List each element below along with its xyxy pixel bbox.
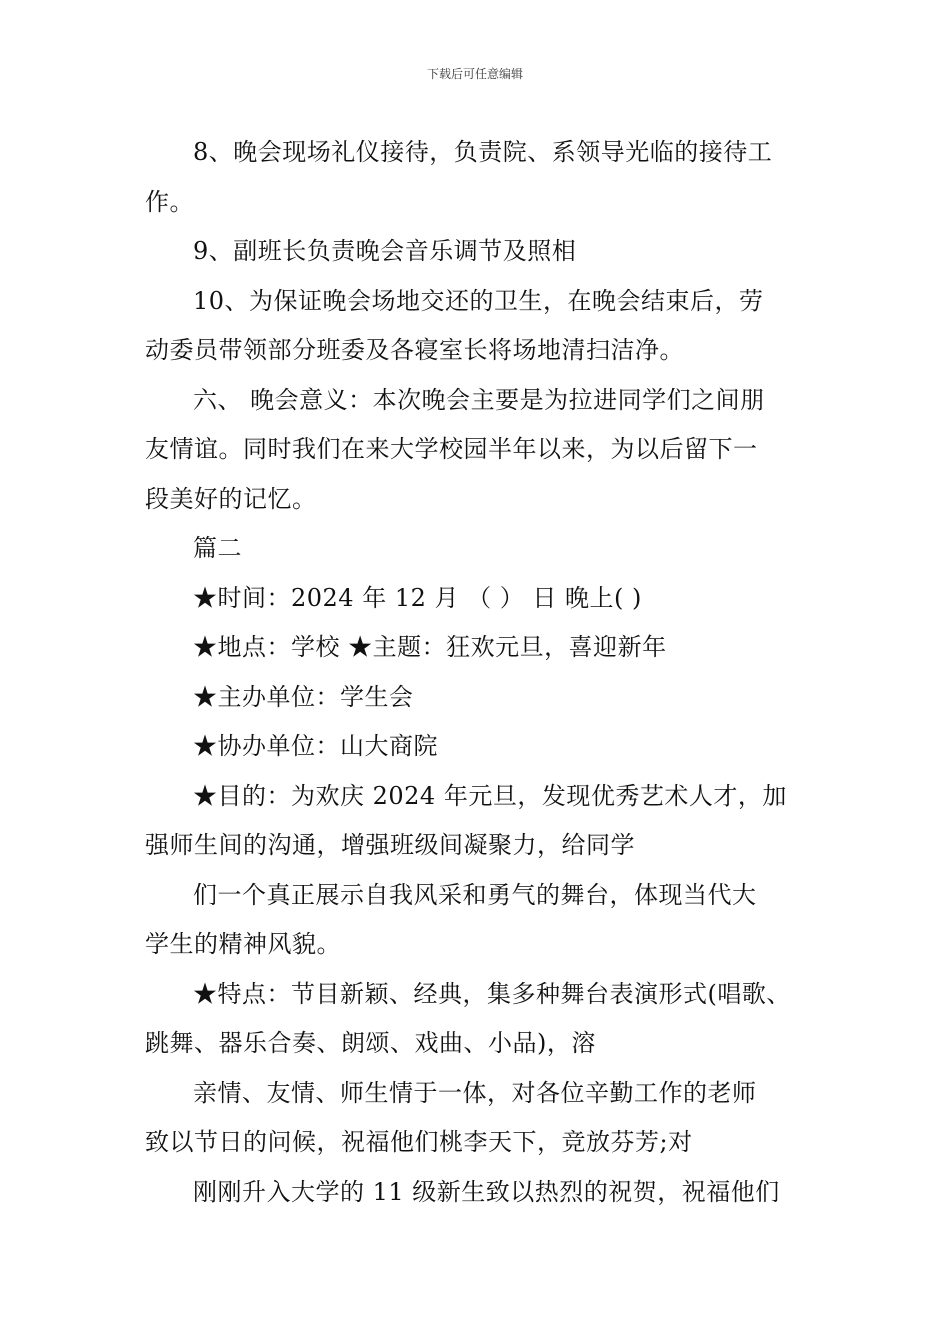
paragraph-line: 8、晚会现场礼仪接待，负责院、系领导光临的接待工 [193,138,773,166]
item-purpose-continued [145,871,810,970]
paragraph-line: ★协办单位：山大商院 [193,732,438,760]
paragraph-line: ★目的：为欢庆 2024 年元旦，发现优秀艺术人才，加 [193,781,787,810]
paragraph-line: 动委员带领部分班委及各寝室长将场地清扫洁净。 [145,336,684,364]
item-time [145,574,810,624]
item-organizer [145,673,810,723]
item-features [145,970,810,1069]
item-features-continued [145,1069,810,1168]
paragraph-line: 10、为保证晚会场地交还的卫生，在晚会结束后，劳 [193,286,764,315]
paragraph-line: 学生的精神风貌。 [145,930,341,958]
paragraph-line: ★特点：节目新颖、经典，集多种舞台表演形式(唱歌、 [193,979,791,1008]
paragraph-line: ★时间：2024 年 12 月 （ ） 日 晚上( ) [193,583,642,612]
item-place-theme [145,623,810,673]
paragraph-line: 六、 晚会意义：本次晚会主要是为拉进同学们之间朋 [193,385,765,414]
paragraph-line: 作。 [145,187,194,216]
paragraph-line: 刚刚升入大学的 11 级新生致以热烈的祝贺，祝福他们 [193,1177,780,1206]
paragraph-line: 段美好的记忆。 [145,484,317,513]
paragraph-significance [145,376,810,525]
section-heading-part-two [145,524,810,574]
page-header: 下载后可任意编辑 [426,67,523,81]
document-body [145,128,810,1217]
paragraph-10-cleaning [145,277,810,376]
paragraph-9-music [145,227,810,277]
item-purpose [145,772,810,871]
paragraph-line: 友情谊。同时我们在来大学校园半年以来，为以后留下一 [145,435,758,463]
paragraph-line: ★地点：学校 ★主题：狂欢元旦，喜迎新年 [193,633,667,661]
paragraph-line: 们一个真正展示自我风采和勇气的舞台，体现当代大 [193,880,757,909]
paragraph-line: ★主办单位：学生会 [193,682,414,711]
paragraph-line: 跳舞、器乐合奏、朗颂、戏曲、小品)，溶 [145,1029,596,1057]
item-co-organizer [145,722,810,772]
paragraph-line: 9、副班长负责晚会音乐调节及照相 [193,237,577,265]
paragraph-line: 强师生间的沟通，增强班级间凝聚力，给同学 [145,831,635,859]
item-new-students [145,1168,810,1218]
paragraph-line: 亲情、友情、师生情于一体，对各位辛勤工作的老师 [193,1078,757,1107]
section-heading-text: 篇二 [193,534,242,562]
paragraph-8-reception [145,128,810,227]
paragraph-line: 致以节日的问候，祝福他们桃李天下，竞放芬芳;对 [145,1128,693,1156]
